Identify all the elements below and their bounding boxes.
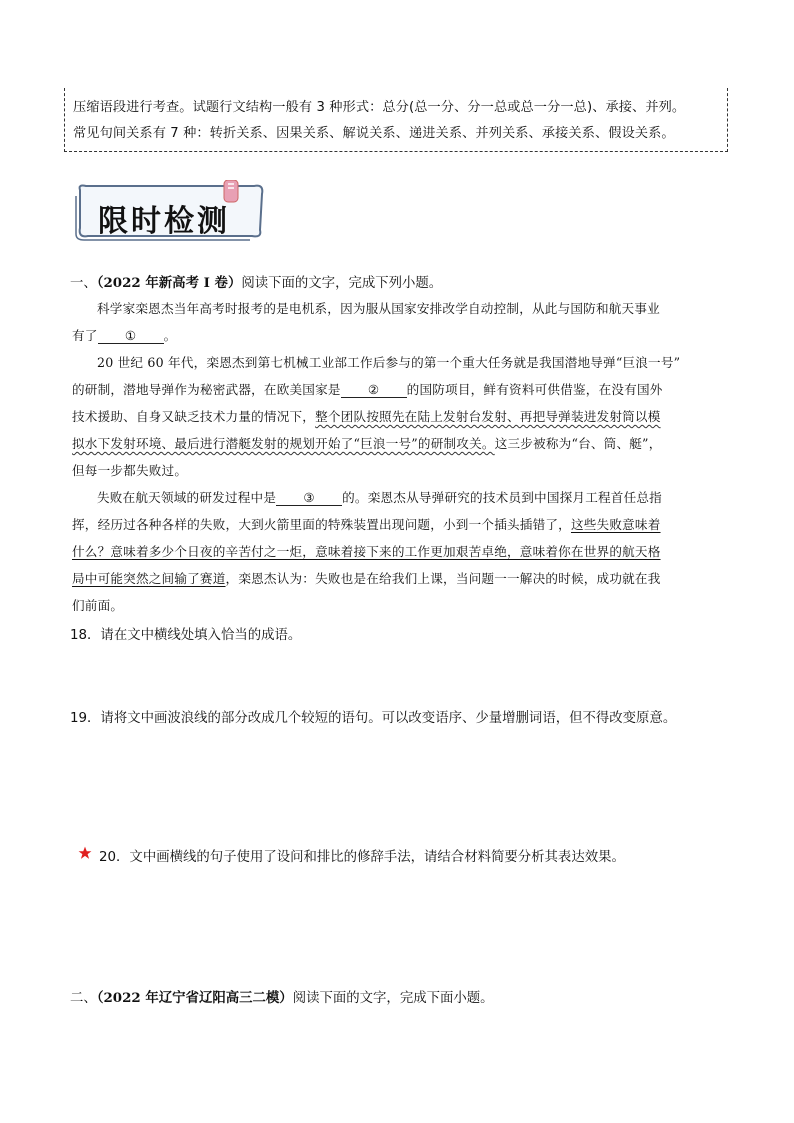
passage-p3-line4: 局中可能突然之间输了赛道，栾恩杰认为：失败也是在给我们上课，当问题一一解决的时候，成功就在我 <box>72 571 661 586</box>
tip-box <box>64 88 728 152</box>
passage-p1-line1: 科学家栾恩杰当年高考时报考的是电机系，因为服从国家安排改学自动控制，从此与国防和航天事业 <box>97 301 660 316</box>
blank-1: ① <box>98 328 164 344</box>
question-group-1-heading: 一、（2022 年新高考 I 卷）阅读下面的文字，完成下列小题。 <box>70 275 443 291</box>
passage-p2-line1: 20 世纪 60 年代，栾恩杰到第七机械工业部工作后参与的第一个重大任务就是我国潜地导弹“巨浪一号” <box>97 355 681 370</box>
question-20: 20．文中画横线的句子使用了设问和排比的修辞手法，请结合材料简要分析其表达效果。 <box>99 850 625 865</box>
passage-p3-line5: 们前面。 <box>72 598 124 613</box>
tip-line-2: 常见句间关系有 7 种：转折关系、因果关系、解说关系、递进关系、并列关系、承接关系、假设关系。 <box>73 126 675 141</box>
passage-p2-line5: 但每一步都失败过。 <box>72 463 188 478</box>
wavy-underlined-text-end: 拟水下发射环境、最后进行潜艇发射的规划开始了“巨浪一号”的研制攻关。 <box>72 436 495 451</box>
passage-p3-line2: 挥，经历过各种各样的失败，大到火箭里面的特殊装置出现问题，小到一个插头插错了，这些失败意味着 <box>72 517 661 532</box>
question-group-2-heading: 二、（2022 年辽宁省辽阳高三二模）阅读下面的文字，完成下面小题。 <box>70 990 494 1006</box>
section-title: 限时检测 <box>98 204 230 239</box>
wavy-underlined-text: 整个团队按照先在陆上发射台发射、再把导弹装进发射筒以模 <box>315 409 661 424</box>
passage-p2-line3: 技术援助、自身又缺乏技术力量的情况下，整个团队按照先在陆上发射台发射、再把导弹装进发射筒以模 <box>72 409 661 424</box>
passage-p3-line1: 失败在航天领域的研发过程中是 ③ 的。栾恩杰从导弹研究的技术员到中国探月工程首任总指 <box>97 490 662 505</box>
passage-p2-line2: 的研制，潜地导弹作为秘密武器，在欧美国家是 ② 的国防项目，鲜有资料可供借鉴，在没有国外 <box>72 382 663 397</box>
blank-2: ② <box>341 382 407 398</box>
tip-line-1: 压缩语段进行考查。试题行文结构一般有 3 种形式：总分(总一分、分一总或总一分一总)、承接、并列。 <box>73 100 686 115</box>
blank-3: ③ <box>276 490 342 506</box>
question-19: 19．请将文中画波浪线的部分改成几个较短的语句。可以改变语序、少量增删词语，但不得改变原意。 <box>70 711 677 726</box>
underlined-text-end: 局中可能突然之间输了赛道 <box>72 571 226 586</box>
star-icon <box>78 846 92 860</box>
passage-p1-line2: 有了 ① 。 <box>72 328 177 343</box>
underlined-text: 什么？意味着多少个日夜的辛苦付之一炬，意味着接下来的工作更加艰苦卓绝，意味着你在世界的航天格 <box>72 544 661 559</box>
passage-p2-line4: 拟水下发射环境、最后进行潜艇发射的规划开始了“巨浪一号”的研制攻关。这三步被称为“台、筒、艇”， <box>72 436 662 451</box>
passage-p3-line3 <box>72 541 661 560</box>
underlined-text-start: 这些失败意味着 <box>570 517 661 532</box>
question-18: 18．请在文中横线处填入恰当的成语。 <box>70 628 302 643</box>
